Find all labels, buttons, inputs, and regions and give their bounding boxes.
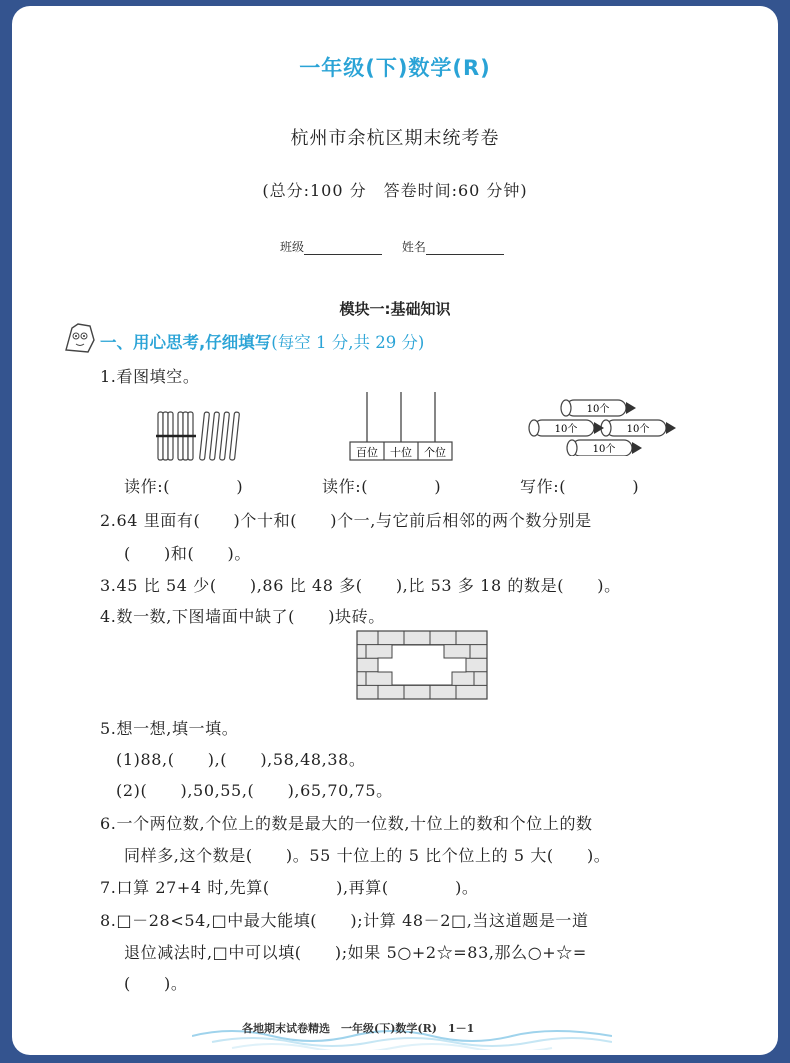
bundle-label-1: 10个: [586, 404, 610, 415]
q6-line1: 6.一个两位数,个位上的数是最大的一位数,十位上的数和个位上的数: [100, 814, 593, 833]
abacus-hundreds-label: 百位: [356, 446, 378, 459]
mascot-icon: [62, 320, 98, 356]
stick-bundles-figure: [152, 408, 247, 464]
bundle-label-2: 10个: [554, 424, 578, 435]
tens-bundles-figure: [526, 396, 682, 456]
name-label: 姓名: [401, 240, 426, 254]
q5-line2: (2)( ),50,55,( ),65,70,75。: [116, 781, 393, 800]
module-title: 模块一:基础知识: [339, 300, 451, 318]
student-fields: [280, 238, 520, 255]
q2-line2: ( )和( )。: [124, 544, 251, 563]
exam-subtitle: 杭州市余杭区期末统考卷: [290, 128, 500, 149]
bundle-label-3: 10个: [626, 424, 650, 435]
q8-line1: 8.□－28<54,□中最大能填( );计算 48－2□,当这道题是一道: [100, 911, 589, 930]
q5-line1: (1)88,( ),( ),58,48,38。: [116, 750, 366, 769]
abacus-figure: [346, 388, 456, 464]
q1-answer-write: 写作:( ): [520, 477, 640, 496]
brick-wall-figure: [356, 630, 488, 700]
abacus-ones-label: 个位: [424, 446, 446, 459]
abacus-tens-label: 十位: [390, 446, 412, 459]
q1-answer-read-2: 读作:( ): [322, 477, 442, 496]
section-heading: [100, 329, 424, 353]
page-title: 一年级(下)数学(R): [299, 56, 491, 80]
class-label: 班级: [280, 240, 305, 254]
class-field[interactable]: [304, 242, 382, 255]
q2-line1: 2.64 里面有( )个十和( )个一,与它前后相邻的两个数分别是: [100, 511, 592, 530]
exam-info: (总分:100 分 答卷时间:60 分钟): [262, 181, 528, 200]
q6-line2: 同样多,这个数是( )。55 十位上的 5 比个位上的 5 大( )。: [124, 846, 611, 865]
section-title: 一、用心思考,仔细填写: [100, 333, 272, 352]
name-field[interactable]: [426, 242, 504, 255]
section-note: (每空 1 分,共 29 分): [271, 333, 425, 352]
bundle-label-4: 10个: [592, 444, 616, 455]
q8-line3: ( )。: [124, 974, 188, 993]
q1-answer-read-1: 读作:( ): [124, 477, 244, 496]
page-footer: 各地期末试卷精选 一年级(下)数学(R) 1－1: [242, 1022, 475, 1035]
q1-text: 1.看图填空。: [100, 367, 200, 386]
q7-text: 7.口算 27+4 时,先算( ),再算( )。: [100, 878, 479, 897]
q8-line2: 退位减法时,□中可以填( );如果 5○+2☆=83,那么○+☆=: [124, 943, 587, 962]
exam-paper: [12, 6, 778, 1055]
q3-text: 3.45 比 54 少( ),86 比 48 多( ),比 53 多 18 的数是( )。: [100, 576, 621, 595]
q4-text: 4.数一数,下图墙面中缺了( )块砖。: [100, 607, 385, 626]
q5-title: 5.想一想,填一填。: [100, 719, 239, 738]
